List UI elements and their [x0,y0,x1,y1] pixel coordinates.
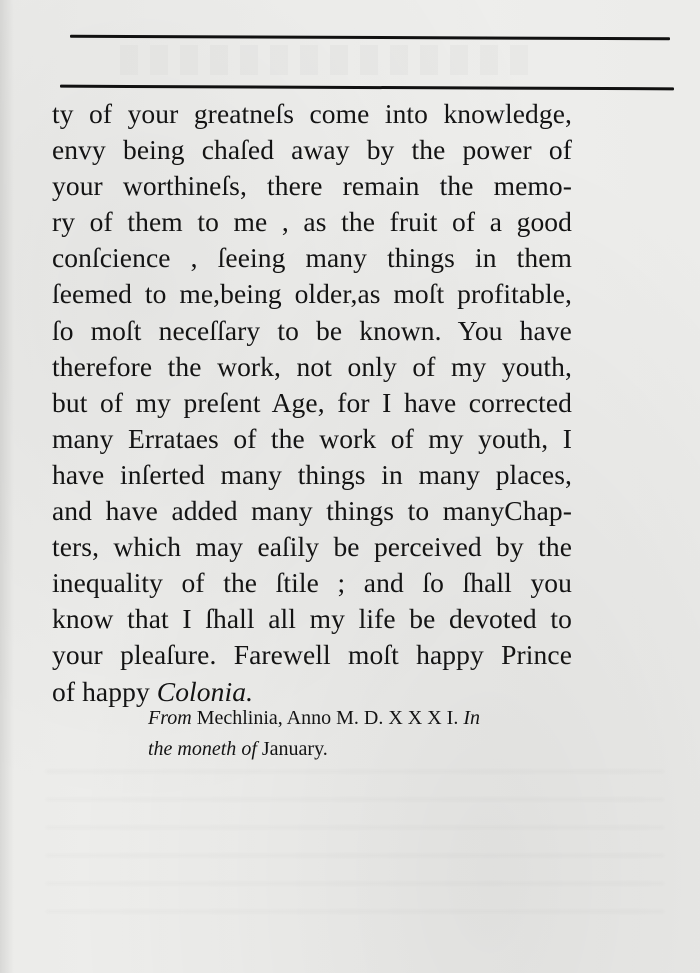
text-line: conſcience , ſeeing many things in them [52,242,572,274]
text-line: and have added many things to manyChap- [52,495,572,527]
text-line: but of my preſent Age, for I have corrected [52,386,572,418]
dateline-the-moneth: the moneth [148,738,237,760]
text-line: ty of your greatneſs come into knowledge, [52,98,572,129]
top-rule [70,35,670,41]
dateline-month: January. [256,738,328,760]
text-line: know that I ſhall all my life be devoted to [52,603,572,635]
text-line: have inſerted many things in many places, [52,458,572,490]
dateline-in: In [463,707,481,729]
dateline-of: of [236,738,257,760]
text-line: your worthineſs, there remain the memo- [52,170,572,202]
closing-place: Colonia. [156,675,254,707]
dateline-from: From [148,707,192,729]
show-through [120,45,540,75]
header-rule [60,85,674,91]
text-line: your pleaſure. Farewell moſt happy Prince [52,639,572,671]
reverse-side-show-through [45,770,665,920]
text-line: therefore the work, not only of my youth, [52,350,572,382]
text-line: inequality of the ſtile ; and ſo ſhall you [52,567,572,599]
dateline [148,703,568,765]
text-line: many Erratаes of the work of my youth, I [52,422,572,454]
dateline-row-2 [148,734,568,765]
dateline-place-year: Mechlinia, Anno M. D. X X X I. [191,707,464,729]
text-line: envy being chaſed away by the power of [52,134,572,166]
body-text [52,96,572,710]
text-line: ſeemed to me,being older,as moſt profitable, [52,278,572,310]
text-line: ſo moſt neceſſary to be known. You have [52,314,572,346]
closing-prefix: of happy [52,675,157,707]
text-line: ters, which may eaſily be perceived by the [52,531,572,563]
dateline-row-1 [148,703,568,734]
text-line: ry of them to me , as the fruit of a good [52,206,572,238]
